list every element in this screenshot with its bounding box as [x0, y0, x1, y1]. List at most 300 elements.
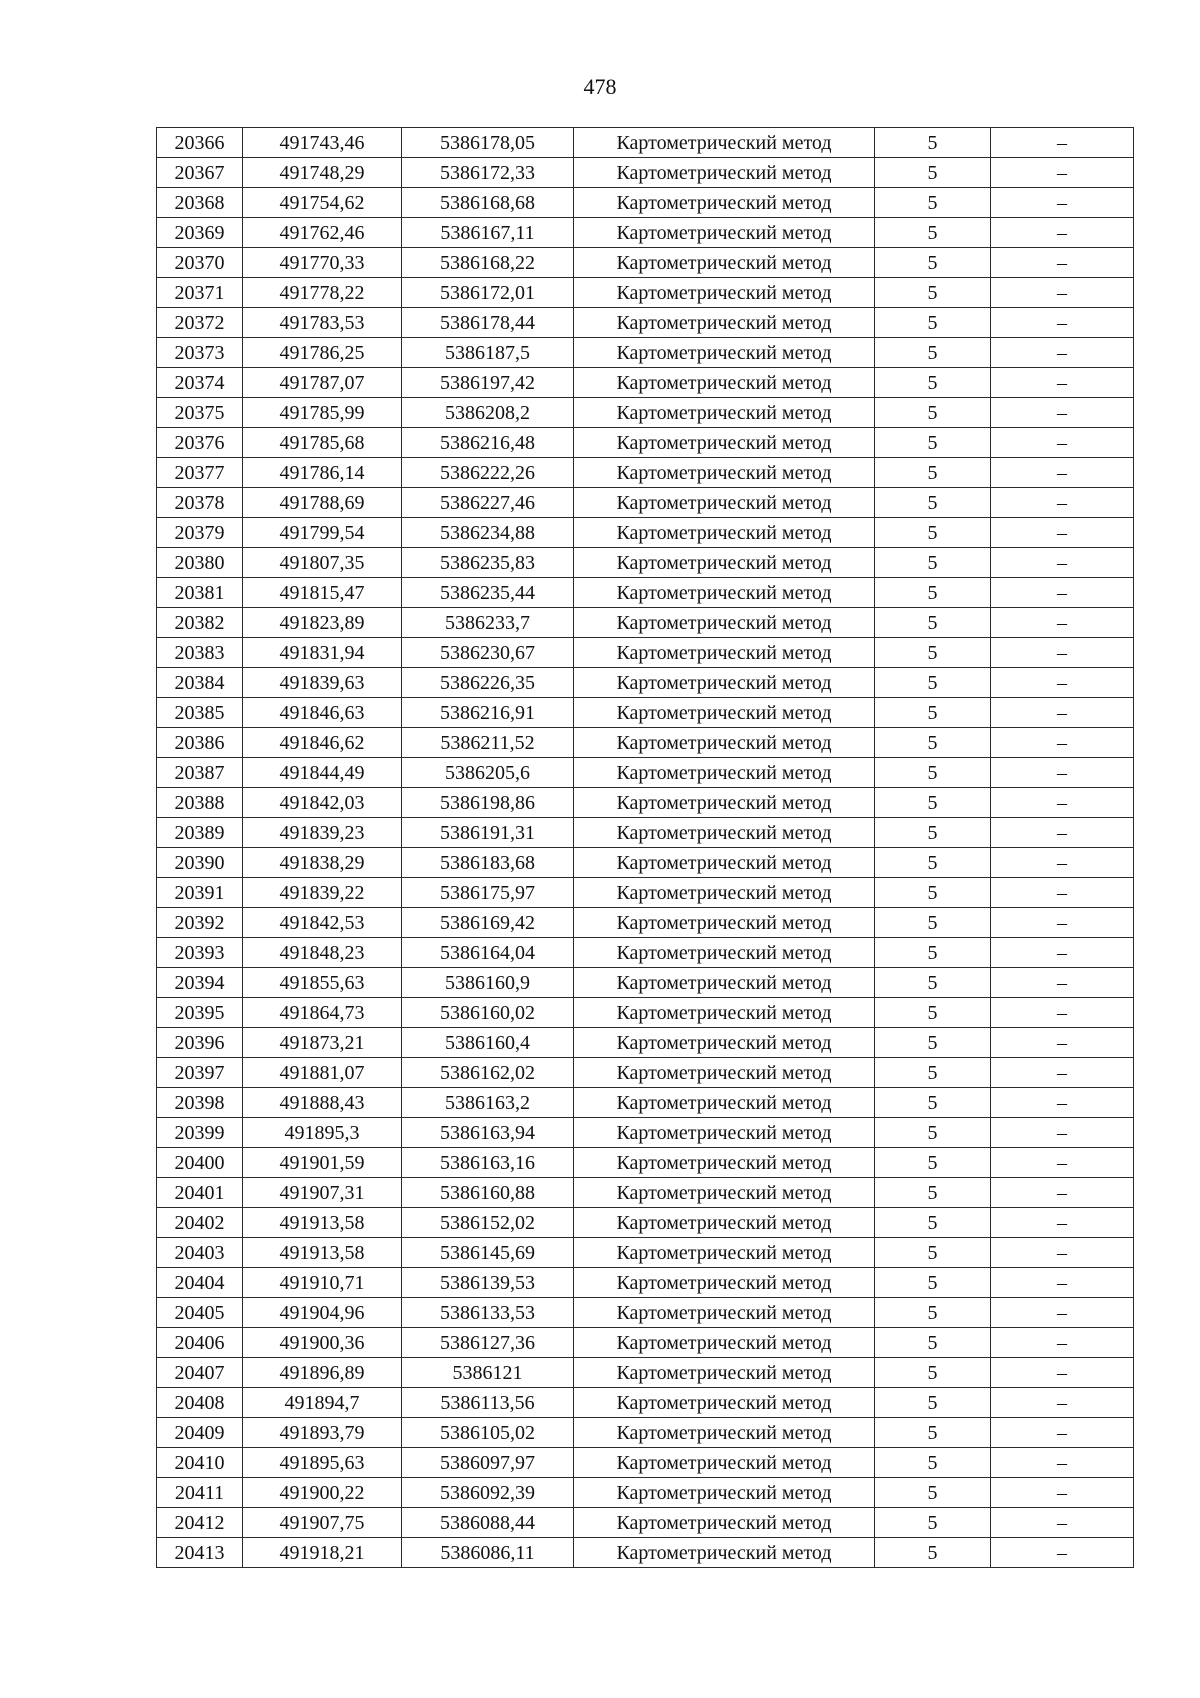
method-cell: Картометрический метод	[574, 758, 875, 788]
accuracy-cell: 5	[875, 1178, 991, 1208]
method-cell: Картометрический метод	[574, 368, 875, 398]
y-coordinate-cell: 5386167,11	[402, 218, 574, 248]
table-row	[157, 1058, 1134, 1088]
y-coordinate-cell: 5386208,2	[402, 398, 574, 428]
point-number-cell: 20396	[157, 1028, 243, 1058]
x-coordinate-cell: 491864,73	[243, 998, 402, 1028]
table-row	[157, 728, 1134, 758]
y-coordinate-cell: 5386092,39	[402, 1478, 574, 1508]
table-row	[157, 1178, 1134, 1208]
method-cell: Картометрический метод	[574, 608, 875, 638]
x-coordinate-cell: 491855,63	[243, 968, 402, 998]
accuracy-cell: 5	[875, 848, 991, 878]
method-cell: Картометрический метод	[574, 1178, 875, 1208]
description-cell: –	[991, 608, 1134, 638]
description-cell: –	[991, 338, 1134, 368]
y-coordinate-cell: 5386183,68	[402, 848, 574, 878]
method-cell: Картометрический метод	[574, 668, 875, 698]
y-coordinate-cell: 5386168,68	[402, 188, 574, 218]
y-coordinate-cell: 5386178,44	[402, 308, 574, 338]
accuracy-cell: 5	[875, 938, 991, 968]
x-coordinate-cell: 491900,36	[243, 1328, 402, 1358]
accuracy-cell: 5	[875, 158, 991, 188]
point-number-cell: 20411	[157, 1478, 243, 1508]
table-row	[157, 1148, 1134, 1178]
description-cell: –	[991, 578, 1134, 608]
table-row	[157, 188, 1134, 218]
point-number-cell: 20372	[157, 308, 243, 338]
accuracy-cell: 5	[875, 1208, 991, 1238]
method-cell: Картометрический метод	[574, 248, 875, 278]
accuracy-cell: 5	[875, 788, 991, 818]
point-number-cell: 20370	[157, 248, 243, 278]
accuracy-cell: 5	[875, 1328, 991, 1358]
table-row	[157, 368, 1134, 398]
x-coordinate-cell: 491910,71	[243, 1268, 402, 1298]
x-coordinate-cell: 491846,63	[243, 698, 402, 728]
description-cell: –	[991, 758, 1134, 788]
x-coordinate-cell: 491807,35	[243, 548, 402, 578]
description-cell: –	[991, 1178, 1134, 1208]
x-coordinate-cell: 491754,62	[243, 188, 402, 218]
method-cell: Картометрический метод	[574, 698, 875, 728]
x-coordinate-cell: 491787,07	[243, 368, 402, 398]
description-cell: –	[991, 278, 1134, 308]
accuracy-cell: 5	[875, 968, 991, 998]
accuracy-cell: 5	[875, 458, 991, 488]
method-cell: Картометрический метод	[574, 1028, 875, 1058]
method-cell: Картометрический метод	[574, 548, 875, 578]
description-cell: –	[991, 728, 1134, 758]
method-cell: Картометрический метод	[574, 1238, 875, 1268]
method-cell: Картометрический метод	[574, 1328, 875, 1358]
y-coordinate-cell: 5386164,04	[402, 938, 574, 968]
point-number-cell: 20397	[157, 1058, 243, 1088]
table-row	[157, 548, 1134, 578]
x-coordinate-cell: 491848,23	[243, 938, 402, 968]
x-coordinate-cell: 491900,22	[243, 1478, 402, 1508]
accuracy-cell: 5	[875, 1268, 991, 1298]
accuracy-cell: 5	[875, 518, 991, 548]
point-number-cell: 20409	[157, 1418, 243, 1448]
table-row	[157, 878, 1134, 908]
point-number-cell: 20391	[157, 878, 243, 908]
y-coordinate-cell: 5386178,05	[402, 128, 574, 158]
x-coordinate-cell: 491901,59	[243, 1148, 402, 1178]
point-number-cell: 20374	[157, 368, 243, 398]
y-coordinate-cell: 5386227,46	[402, 488, 574, 518]
accuracy-cell: 5	[875, 1238, 991, 1268]
y-coordinate-cell: 5386160,4	[402, 1028, 574, 1058]
description-cell: –	[991, 1358, 1134, 1388]
method-cell: Картометрический метод	[574, 1208, 875, 1238]
description-cell: –	[991, 1058, 1134, 1088]
table-row	[157, 578, 1134, 608]
point-number-cell: 20377	[157, 458, 243, 488]
x-coordinate-cell: 491895,3	[243, 1118, 402, 1148]
point-number-cell: 20402	[157, 1208, 243, 1238]
y-coordinate-cell: 5386191,31	[402, 818, 574, 848]
table-row	[157, 1298, 1134, 1328]
accuracy-cell: 5	[875, 608, 991, 638]
y-coordinate-cell: 5386198,86	[402, 788, 574, 818]
accuracy-cell: 5	[875, 308, 991, 338]
point-number-cell: 20388	[157, 788, 243, 818]
table-row	[157, 518, 1134, 548]
table-row	[157, 218, 1134, 248]
y-coordinate-cell: 5386216,48	[402, 428, 574, 458]
x-coordinate-cell: 491823,89	[243, 608, 402, 638]
accuracy-cell: 5	[875, 1478, 991, 1508]
point-number-cell: 20389	[157, 818, 243, 848]
method-cell: Картометрический метод	[574, 938, 875, 968]
x-coordinate-cell: 491839,22	[243, 878, 402, 908]
point-number-cell: 20381	[157, 578, 243, 608]
description-cell: –	[991, 158, 1134, 188]
point-number-cell: 20383	[157, 638, 243, 668]
table-row	[157, 1388, 1134, 1418]
point-number-cell: 20400	[157, 1148, 243, 1178]
accuracy-cell: 5	[875, 1298, 991, 1328]
accuracy-cell: 5	[875, 758, 991, 788]
y-coordinate-cell: 5386139,53	[402, 1268, 574, 1298]
accuracy-cell: 5	[875, 1148, 991, 1178]
table-row	[157, 278, 1134, 308]
point-number-cell: 20387	[157, 758, 243, 788]
y-coordinate-cell: 5386105,02	[402, 1418, 574, 1448]
accuracy-cell: 5	[875, 1508, 991, 1538]
accuracy-cell: 5	[875, 548, 991, 578]
x-coordinate-cell: 491785,68	[243, 428, 402, 458]
y-coordinate-cell: 5386127,36	[402, 1328, 574, 1358]
method-cell: Картометрический метод	[574, 1268, 875, 1298]
table-row	[157, 1358, 1134, 1388]
y-coordinate-cell: 5386152,02	[402, 1208, 574, 1238]
description-cell: –	[991, 878, 1134, 908]
accuracy-cell: 5	[875, 578, 991, 608]
point-number-cell: 20386	[157, 728, 243, 758]
method-cell: Картометрический метод	[574, 308, 875, 338]
point-number-cell: 20399	[157, 1118, 243, 1148]
accuracy-cell: 5	[875, 218, 991, 248]
x-coordinate-cell: 491778,22	[243, 278, 402, 308]
accuracy-cell: 5	[875, 1058, 991, 1088]
description-cell: –	[991, 1328, 1134, 1358]
y-coordinate-cell: 5386211,52	[402, 728, 574, 758]
description-cell: –	[991, 938, 1134, 968]
page-number: 478	[583, 74, 617, 99]
method-cell: Картометрический метод	[574, 278, 875, 308]
table-row	[157, 308, 1134, 338]
point-number-cell: 20373	[157, 338, 243, 368]
accuracy-cell: 5	[875, 128, 991, 158]
method-cell: Картометрический метод	[574, 818, 875, 848]
description-cell: –	[991, 1208, 1134, 1238]
point-number-cell: 20395	[157, 998, 243, 1028]
x-coordinate-cell: 491894,7	[243, 1388, 402, 1418]
y-coordinate-cell: 5386169,42	[402, 908, 574, 938]
method-cell: Картометрический метод	[574, 488, 875, 518]
method-cell: Картометрический метод	[574, 1118, 875, 1148]
y-coordinate-cell: 5386235,83	[402, 548, 574, 578]
method-cell: Картометрический метод	[574, 728, 875, 758]
description-cell: –	[991, 308, 1134, 338]
point-number-cell: 20405	[157, 1298, 243, 1328]
method-cell: Картометрический метод	[574, 1358, 875, 1388]
point-number-cell: 20390	[157, 848, 243, 878]
point-number-cell: 20401	[157, 1178, 243, 1208]
y-coordinate-cell: 5386233,7	[402, 608, 574, 638]
point-number-cell: 20378	[157, 488, 243, 518]
accuracy-cell: 5	[875, 668, 991, 698]
table-row	[157, 1238, 1134, 1268]
description-cell: –	[991, 698, 1134, 728]
accuracy-cell: 5	[875, 368, 991, 398]
table-row	[157, 1418, 1134, 1448]
x-coordinate-cell: 491799,54	[243, 518, 402, 548]
point-number-cell: 20407	[157, 1358, 243, 1388]
description-cell: –	[991, 1298, 1134, 1328]
description-cell: –	[991, 1448, 1134, 1478]
table-row	[157, 1208, 1134, 1238]
point-number-cell: 20371	[157, 278, 243, 308]
y-coordinate-cell: 5386163,16	[402, 1148, 574, 1178]
x-coordinate-cell: 491907,75	[243, 1508, 402, 1538]
y-coordinate-cell: 5386097,97	[402, 1448, 574, 1478]
y-coordinate-cell: 5386216,91	[402, 698, 574, 728]
accuracy-cell: 5	[875, 728, 991, 758]
table-row	[157, 1118, 1134, 1148]
point-number-cell: 20403	[157, 1238, 243, 1268]
accuracy-cell: 5	[875, 488, 991, 518]
table-row	[157, 1478, 1134, 1508]
method-cell: Картометрический метод	[574, 1508, 875, 1538]
method-cell: Картометрический метод	[574, 908, 875, 938]
table-row	[157, 398, 1134, 428]
point-number-cell: 20410	[157, 1448, 243, 1478]
x-coordinate-cell: 491881,07	[243, 1058, 402, 1088]
y-coordinate-cell: 5386222,26	[402, 458, 574, 488]
accuracy-cell: 5	[875, 638, 991, 668]
table-row	[157, 1028, 1134, 1058]
point-number-cell: 20385	[157, 698, 243, 728]
x-coordinate-cell: 491762,46	[243, 218, 402, 248]
method-cell: Картометрический метод	[574, 1058, 875, 1088]
table-row	[157, 998, 1134, 1028]
x-coordinate-cell: 491844,49	[243, 758, 402, 788]
accuracy-cell: 5	[875, 818, 991, 848]
method-cell: Картометрический метод	[574, 1148, 875, 1178]
method-cell: Картометрический метод	[574, 338, 875, 368]
method-cell: Картометрический метод	[574, 428, 875, 458]
table-row	[157, 248, 1134, 278]
accuracy-cell: 5	[875, 188, 991, 218]
method-cell: Картометрический метод	[574, 788, 875, 818]
method-cell: Картометрический метод	[574, 158, 875, 188]
table-row	[157, 908, 1134, 938]
y-coordinate-cell: 5386197,42	[402, 368, 574, 398]
method-cell: Картометрический метод	[574, 518, 875, 548]
accuracy-cell: 5	[875, 1448, 991, 1478]
table-row	[157, 698, 1134, 728]
description-cell: –	[991, 1028, 1134, 1058]
method-cell: Картометрический метод	[574, 1418, 875, 1448]
y-coordinate-cell: 5386086,11	[402, 1538, 574, 1568]
y-coordinate-cell: 5386163,94	[402, 1118, 574, 1148]
method-cell: Картометрический метод	[574, 1538, 875, 1568]
point-number-cell: 20413	[157, 1538, 243, 1568]
description-cell: –	[991, 848, 1134, 878]
method-cell: Картометрический метод	[574, 878, 875, 908]
y-coordinate-cell: 5386226,35	[402, 668, 574, 698]
table-row	[157, 818, 1134, 848]
accuracy-cell: 5	[875, 878, 991, 908]
x-coordinate-cell: 491743,46	[243, 128, 402, 158]
description-cell: –	[991, 248, 1134, 278]
y-coordinate-cell: 5386234,88	[402, 518, 574, 548]
x-coordinate-cell: 491873,21	[243, 1028, 402, 1058]
description-cell: –	[991, 1088, 1134, 1118]
description-cell: –	[991, 398, 1134, 428]
coordinates-table	[156, 127, 1134, 1568]
x-coordinate-cell: 491904,96	[243, 1298, 402, 1328]
description-cell: –	[991, 548, 1134, 578]
x-coordinate-cell: 491815,47	[243, 578, 402, 608]
description-cell: –	[991, 458, 1134, 488]
x-coordinate-cell: 491786,14	[243, 458, 402, 488]
method-cell: Картометрический метод	[574, 398, 875, 428]
method-cell: Картометрический метод	[574, 1448, 875, 1478]
x-coordinate-cell: 491896,89	[243, 1358, 402, 1388]
method-cell: Картометрический метод	[574, 128, 875, 158]
description-cell: –	[991, 518, 1134, 548]
x-coordinate-cell: 491846,62	[243, 728, 402, 758]
description-cell: –	[991, 1388, 1134, 1418]
accuracy-cell: 5	[875, 428, 991, 458]
description-cell: –	[991, 1118, 1134, 1148]
x-coordinate-cell: 491770,33	[243, 248, 402, 278]
description-cell: –	[991, 788, 1134, 818]
y-coordinate-cell: 5386145,69	[402, 1238, 574, 1268]
table-row	[157, 848, 1134, 878]
accuracy-cell: 5	[875, 398, 991, 428]
x-coordinate-cell: 491839,63	[243, 668, 402, 698]
description-cell: –	[991, 1508, 1134, 1538]
x-coordinate-cell: 491907,31	[243, 1178, 402, 1208]
point-number-cell: 20398	[157, 1088, 243, 1118]
point-number-cell: 20380	[157, 548, 243, 578]
table-row	[157, 1508, 1134, 1538]
method-cell: Картометрический метод	[574, 968, 875, 998]
method-cell: Картометрический метод	[574, 638, 875, 668]
description-cell: –	[991, 668, 1134, 698]
point-number-cell: 20394	[157, 968, 243, 998]
x-coordinate-cell: 491893,79	[243, 1418, 402, 1448]
point-number-cell: 20376	[157, 428, 243, 458]
point-number-cell: 20392	[157, 908, 243, 938]
accuracy-cell: 5	[875, 338, 991, 368]
table-row	[157, 1088, 1134, 1118]
y-coordinate-cell: 5386187,5	[402, 338, 574, 368]
description-cell: –	[991, 1418, 1134, 1448]
x-coordinate-cell: 491788,69	[243, 488, 402, 518]
point-number-cell: 20368	[157, 188, 243, 218]
accuracy-cell: 5	[875, 908, 991, 938]
accuracy-cell: 5	[875, 278, 991, 308]
point-number-cell: 20408	[157, 1388, 243, 1418]
x-coordinate-cell: 491831,94	[243, 638, 402, 668]
description-cell: –	[991, 818, 1134, 848]
accuracy-cell: 5	[875, 1118, 991, 1148]
method-cell: Картометрический метод	[574, 1478, 875, 1508]
point-number-cell: 20369	[157, 218, 243, 248]
method-cell: Картометрический метод	[574, 458, 875, 488]
description-cell: –	[991, 638, 1134, 668]
x-coordinate-cell: 491783,53	[243, 308, 402, 338]
point-number-cell: 20384	[157, 668, 243, 698]
y-coordinate-cell: 5386168,22	[402, 248, 574, 278]
x-coordinate-cell: 491913,58	[243, 1238, 402, 1268]
table-row	[157, 1328, 1134, 1358]
table-row	[157, 458, 1134, 488]
x-coordinate-cell: 491888,43	[243, 1088, 402, 1118]
table-row	[157, 488, 1134, 518]
y-coordinate-cell: 5386160,9	[402, 968, 574, 998]
description-cell: –	[991, 908, 1134, 938]
table-row	[157, 938, 1134, 968]
y-coordinate-cell: 5386088,44	[402, 1508, 574, 1538]
accuracy-cell: 5	[875, 1028, 991, 1058]
description-cell: –	[991, 368, 1134, 398]
accuracy-cell: 5	[875, 698, 991, 728]
point-number-cell: 20412	[157, 1508, 243, 1538]
description-cell: –	[991, 1478, 1134, 1508]
method-cell: Картометрический метод	[574, 1388, 875, 1418]
table-row	[157, 428, 1134, 458]
method-cell: Картометрический метод	[574, 1088, 875, 1118]
table-row	[157, 1448, 1134, 1478]
point-number-cell: 20379	[157, 518, 243, 548]
x-coordinate-cell: 491748,29	[243, 158, 402, 188]
point-number-cell: 20366	[157, 128, 243, 158]
y-coordinate-cell: 5386175,97	[402, 878, 574, 908]
accuracy-cell: 5	[875, 998, 991, 1028]
description-cell: –	[991, 128, 1134, 158]
table-row	[157, 158, 1134, 188]
description-cell: –	[991, 968, 1134, 998]
x-coordinate-cell: 491918,21	[243, 1538, 402, 1568]
y-coordinate-cell: 5386133,53	[402, 1298, 574, 1328]
description-cell: –	[991, 428, 1134, 458]
x-coordinate-cell: 491895,63	[243, 1448, 402, 1478]
table-row	[157, 638, 1134, 668]
point-number-cell: 20367	[157, 158, 243, 188]
y-coordinate-cell: 5386163,2	[402, 1088, 574, 1118]
table-row	[157, 338, 1134, 368]
accuracy-cell: 5	[875, 1538, 991, 1568]
coordinates-table-body	[157, 128, 1134, 1568]
y-coordinate-cell: 5386230,67	[402, 638, 574, 668]
x-coordinate-cell: 491786,25	[243, 338, 402, 368]
method-cell: Картометрический метод	[574, 188, 875, 218]
y-coordinate-cell: 5386113,56	[402, 1388, 574, 1418]
x-coordinate-cell: 491838,29	[243, 848, 402, 878]
description-cell: –	[991, 1538, 1134, 1568]
point-number-cell: 20382	[157, 608, 243, 638]
description-cell: –	[991, 218, 1134, 248]
y-coordinate-cell: 5386160,88	[402, 1178, 574, 1208]
table-row	[157, 1538, 1134, 1568]
